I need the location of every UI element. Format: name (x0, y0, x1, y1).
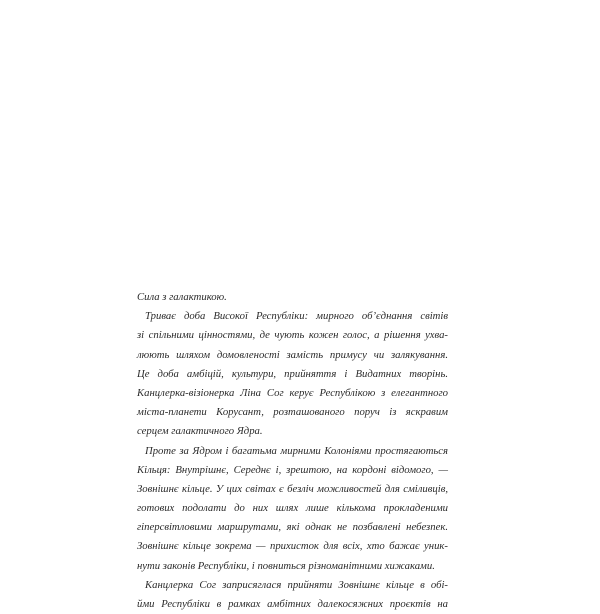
text-line: Це доба амбіцій, культури, прийняття і Видатних творінь. (137, 367, 448, 380)
text-line: Канцлерка Сог заприсяглася прийняти Зовнішнє кільце в обі- (145, 578, 448, 591)
text-line: Сила з галактикою. (137, 291, 227, 303)
body-text (137, 288, 448, 614)
text-line: Проте за Ядром і багатьма мирними Колоніями простягаються (145, 444, 448, 457)
text-line: міста-планети Корусант, розташованого поруч із яскравим (137, 406, 448, 419)
text-line: Кільця: Внутрішнє, Середнє і, зрештою, на кордоні відомого, — (137, 463, 448, 476)
text-line: йми Республіки в рамках амбітних далекосяжних проєктів на (137, 598, 448, 610)
text-line: готових подолати до них шлях лише кількома прокладеними (137, 502, 448, 515)
text-line: гіперсвітловими маршрутами, які однак не позбавлені небезпек. (137, 521, 448, 534)
text-line: нути законів Республіки, і повниться різноманітними хижаками. (137, 559, 435, 572)
text-line: серцем галактичного Ядра. (137, 425, 263, 438)
text-line: Зовнішнє кільце. У цих світах є безліч можливостей для сміливців, (137, 482, 448, 495)
text-line: Триває доба Високої Республіки: мирного об’єднання світів (145, 310, 448, 323)
text-line: Канцлерка-візіонерка Ліна Сог керує Республікою з елегантного (137, 386, 448, 399)
text-line: люють шляхом домовленості замість примусу чи залякування. (137, 348, 448, 361)
text-line: Зовнішнє кільце зокрема — прихисток для всіх, хто бажає уник- (137, 540, 448, 553)
text-line: зі спільними цінностями, де чують кожен голос, а рішення ухва- (137, 329, 448, 342)
